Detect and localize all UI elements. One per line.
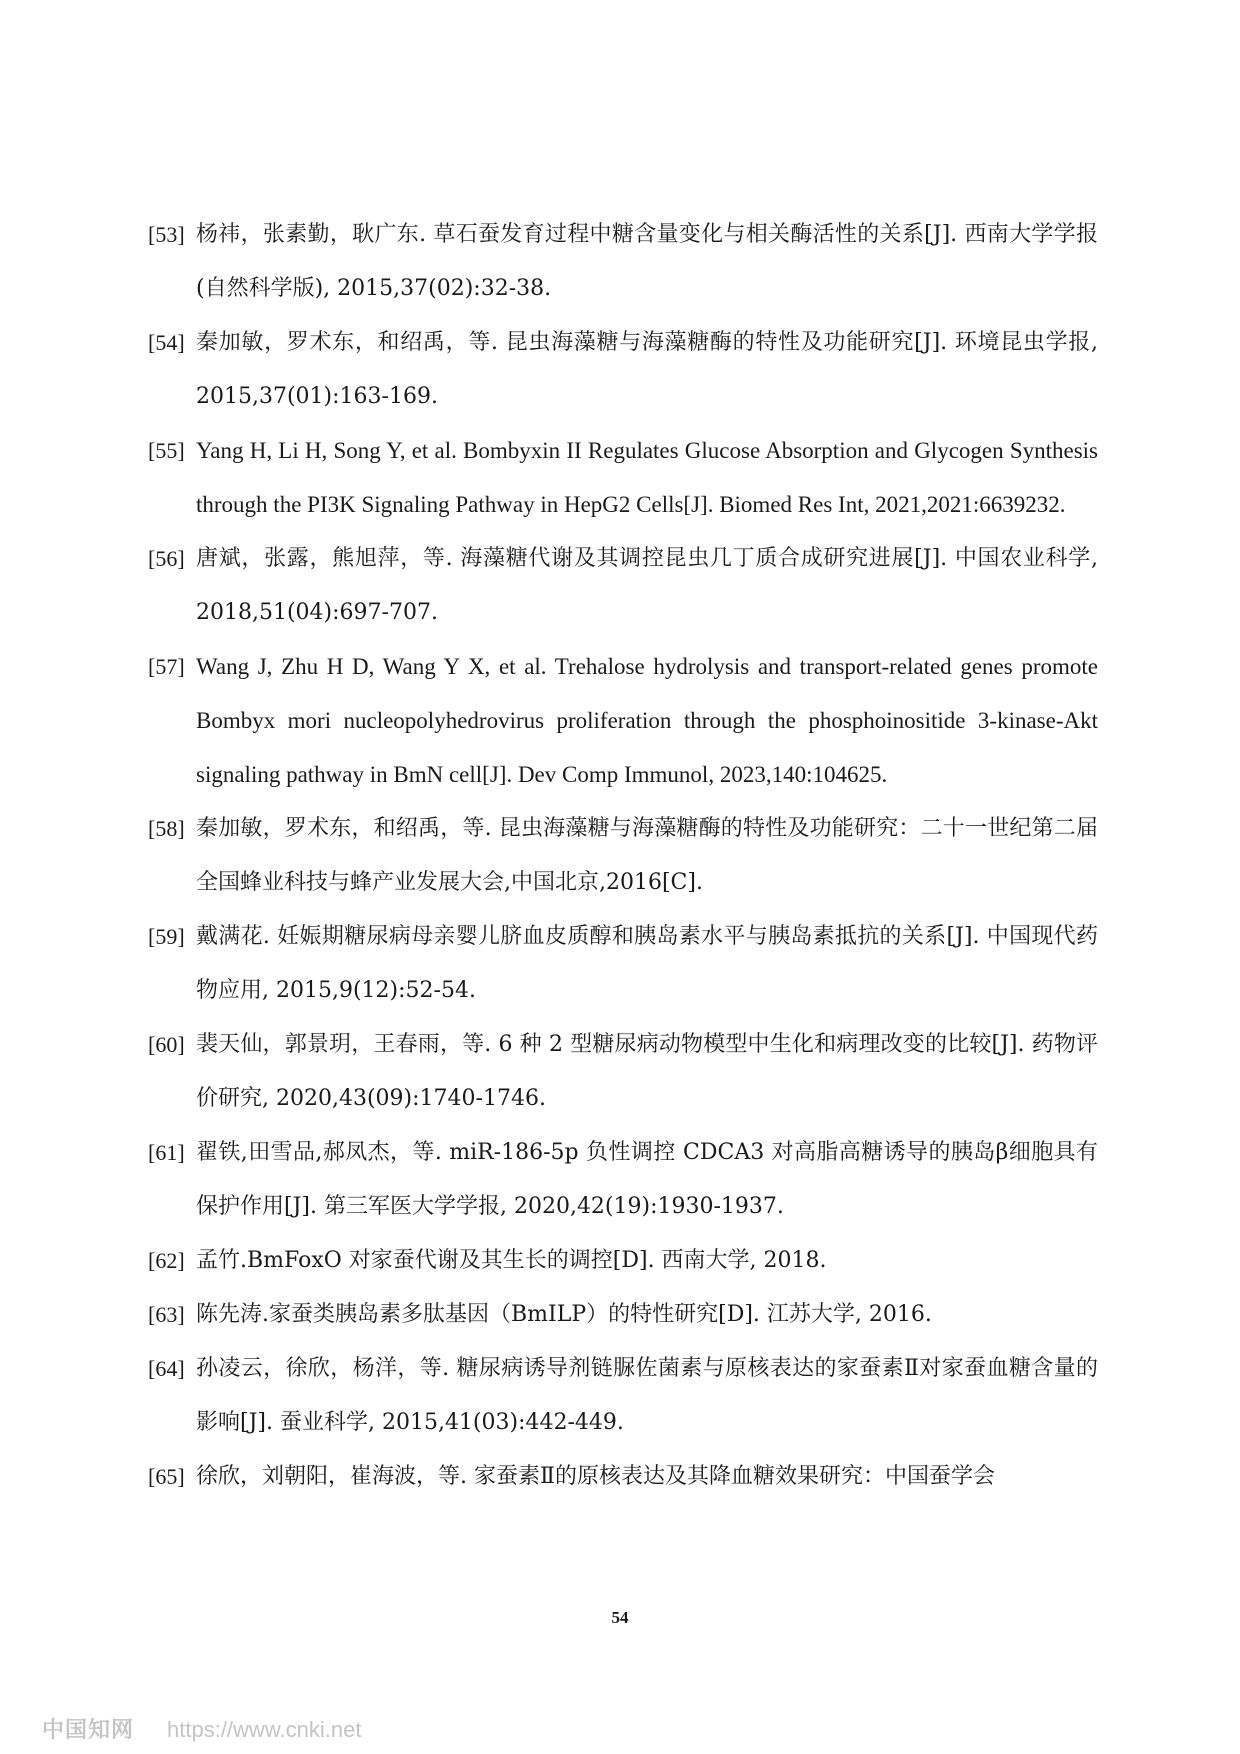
- reference-number: [60]: [148, 1032, 185, 1057]
- reference-text: Wang J, Zhu H D, Wang Y X, et al. Trehalose hydrolysis and transport-related genes promote Bombyx mori nucleopolyhedrovirus proliferation through the phosphoinositide 3-kinase-Akt signaling pathway in BmN cell[J]. Dev Comp Immunol, 2023,140:104625.: [196, 654, 1098, 787]
- reference-text: 唐斌，张露，熊旭萍，等. 海藻糖代谢及其调控昆虫几丁质合成研究进展[J]. 中国农业科学, 2018,51(04):697-707.: [196, 546, 1098, 625]
- reference-text: 戴满花. 妊娠期糖尿病母亲婴儿脐血皮质醇和胰岛素水平与胰岛素抵抗的关系[J]. 中国现代药物应用, 2015,9(12):52-54.: [196, 924, 1098, 1003]
- reference-number: [64]: [148, 1356, 185, 1381]
- reference-number: [53]: [148, 222, 185, 247]
- reference-text: 翟铁,田雪品,郝凤杰，等. miR-186-5p 负性调控 CDCA3 对高脂高糖诱导的胰岛β细胞具有保护作用[J]. 第三军医大学学报, 2020,42(19):1930-1937.: [196, 1140, 1098, 1219]
- reference-number: [63]: [148, 1302, 185, 1327]
- watermark-url: https://www.cnki.net: [167, 1717, 362, 1742]
- reference-item: [148, 208, 1098, 316]
- reference-number: [57]: [148, 654, 185, 679]
- reference-item: [148, 1342, 1098, 1450]
- reference-text: 孙凌云，徐欣，杨洋，等. 糖尿病诱导剂链脲佐菌素与原核表达的家蚕素Ⅱ对家蚕血糖含量的影响[J]. 蚕业科学, 2015,41(03):442-449.: [196, 1356, 1098, 1435]
- reference-text: 孟竹.BmFoxO 对家蚕代谢及其生长的调控[D]. 西南大学, 2018.: [196, 1248, 827, 1273]
- reference-number: [65]: [148, 1464, 185, 1489]
- reference-item: [148, 1126, 1098, 1234]
- reference-text: 杨祎，张素勤，耿广东. 草石蚕发育过程中糖含量变化与相关酶活性的关系[J]. 西南大学学报(自然科学版), 2015,37(02):32-38.: [196, 222, 1098, 301]
- reference-item: [148, 316, 1098, 424]
- reference-number: [58]: [148, 816, 185, 841]
- reference-item: [148, 1450, 1098, 1504]
- reference-number: [62]: [148, 1248, 185, 1273]
- reference-text: 秦加敏，罗术东，和绍禹，等. 昆虫海藻糖与海藻糖酶的特性及功能研究：二十一世纪第二届全国蜂业科技与蜂产业发展大会,中国北京,2016[C].: [196, 816, 1098, 895]
- reference-number: [59]: [148, 924, 185, 949]
- reference-item: [148, 802, 1098, 910]
- reference-text: 徐欣，刘朝阳，崔海波，等. 家蚕素Ⅱ的原核表达及其降血糖效果研究：中国蚕学会: [196, 1464, 995, 1489]
- reference-item: [148, 532, 1098, 640]
- reference-text: Yang H, Li H, Song Y, et al. Bombyxin II Regulates Glucose Absorption and Glycogen Synthesis through the PI3K Signaling Pathway in HepG2 Cells[J]. Biomed Res Int, 2021,2021:6639232.: [196, 438, 1098, 517]
- reference-number: [54]: [148, 330, 185, 355]
- watermark: [42, 1713, 361, 1744]
- reference-text: 秦加敏，罗术东，和绍禹，等. 昆虫海藻糖与海藻糖酶的特性及功能研究[J]. 环境昆虫学报, 2015,37(01):163-169.: [196, 330, 1098, 409]
- watermark-name: 中国知网: [42, 1718, 135, 1743]
- reference-text: 陈先涛.家蚕类胰岛素多肽基因（BmILP）的特性研究[D]. 江苏大学, 2016.: [196, 1302, 932, 1327]
- reference-item: [148, 1234, 1098, 1288]
- reference-item: [148, 640, 1098, 802]
- page-number: 54: [611, 1608, 629, 1627]
- reference-list: [148, 208, 1098, 1504]
- reference-item: [148, 910, 1098, 1018]
- reference-text: 裴天仙，郭景玥，王春雨，等. 6 种 2 型糖尿病动物模型中生化和病理改变的比较[J]. 药物评价研究, 2020,43(09):1740-1746.: [196, 1032, 1098, 1111]
- reference-number: [55]: [148, 438, 185, 463]
- reference-item: [148, 1288, 1098, 1342]
- reference-item: [148, 1018, 1098, 1126]
- reference-item: [148, 424, 1098, 532]
- reference-number: [56]: [148, 546, 185, 571]
- reference-number: [61]: [148, 1140, 185, 1165]
